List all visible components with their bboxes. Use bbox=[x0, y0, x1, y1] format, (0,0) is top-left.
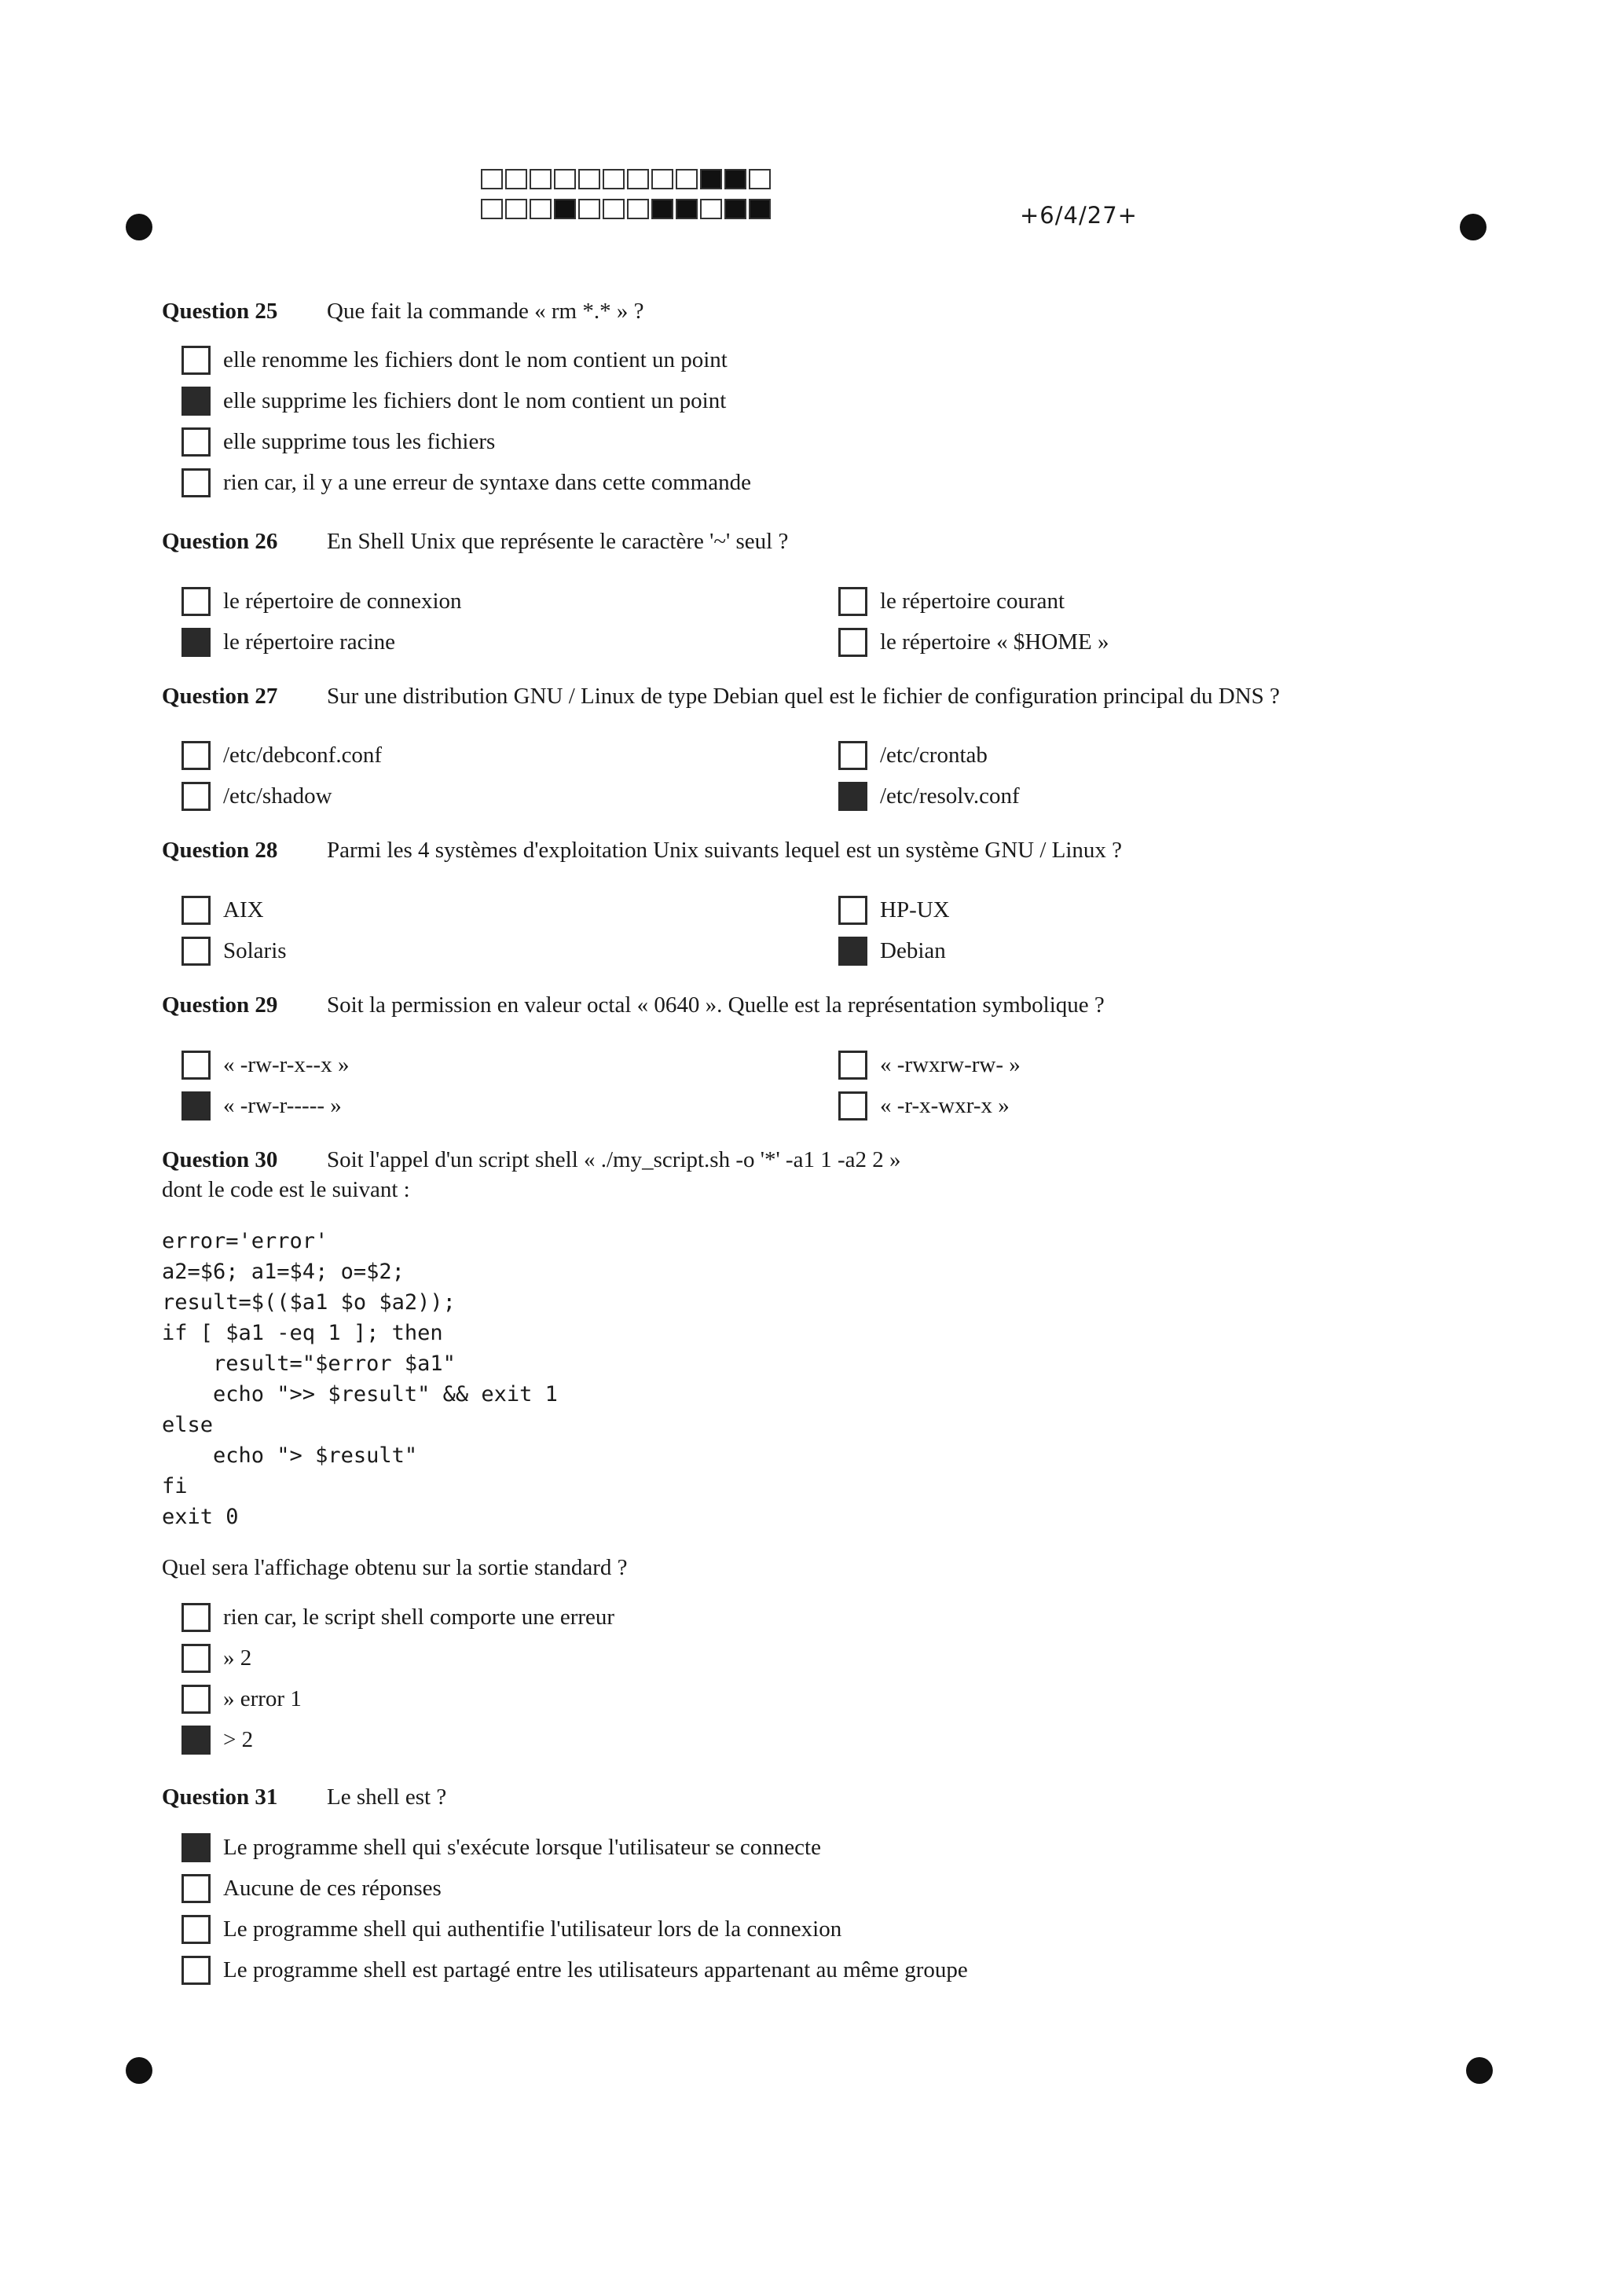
question-30 bbox=[162, 1147, 901, 1173]
checkbox-checked[interactable] bbox=[181, 628, 211, 657]
question-30-subquestion: Quel sera l'affichage obtenu sur la sortie standard ? bbox=[162, 1555, 628, 1580]
q27-option-4[interactable] bbox=[838, 782, 1020, 811]
checkbox[interactable] bbox=[181, 896, 211, 925]
q25-option-2[interactable] bbox=[181, 387, 726, 416]
checkbox[interactable] bbox=[181, 587, 211, 616]
shell-script-code: error='error' a2=$6; a1=$4; o=$2; result=$(($a1 $o $a2)); if [ $a1 -eq 1 ]; then result="$error $a1" echo ">> $result" && exit 1 else echo "> $result" fi exit 0 bbox=[162, 1229, 558, 1529]
id-cell-empty bbox=[603, 199, 625, 219]
question-prompt: En Shell Unix que représente le caractère '~' seul ? bbox=[327, 529, 789, 554]
question-label: Question 31 bbox=[162, 1784, 278, 1810]
option-text: > 2 bbox=[223, 1727, 254, 1752]
checkbox-checked[interactable] bbox=[838, 937, 867, 966]
question-prompt: Parmi les 4 systèmes d'exploitation Unix suivants lequel est un système GNU / Linux ? bbox=[327, 838, 1123, 863]
q26-option-4[interactable] bbox=[838, 628, 1109, 657]
q27-option-2[interactable] bbox=[838, 741, 988, 770]
q27-option-3[interactable] bbox=[181, 782, 332, 811]
checkbox[interactable] bbox=[181, 741, 211, 770]
q26-option-2[interactable] bbox=[838, 587, 1065, 616]
option-text: le répertoire « $HOME » bbox=[880, 629, 1109, 655]
question-29 bbox=[162, 992, 1105, 1018]
q28-option-2[interactable] bbox=[838, 896, 950, 925]
q25-option-1[interactable] bbox=[181, 346, 728, 375]
question-prompt: Soit l'appel d'un script shell « ./my_script.sh -o '*' -a1 1 -a2 2 » bbox=[327, 1147, 901, 1172]
question-26 bbox=[162, 529, 788, 555]
q31-option-1[interactable] bbox=[181, 1833, 821, 1862]
id-cell-empty bbox=[603, 169, 625, 189]
q25-option-4[interactable] bbox=[181, 468, 751, 497]
checkbox[interactable] bbox=[181, 1603, 211, 1632]
checkbox[interactable] bbox=[181, 468, 211, 497]
option-text: Aucune de ces réponses bbox=[223, 1876, 442, 1901]
question-prompt: Soit la permission en valeur octal « 0640 ». Quelle est la représentation symbolique ? bbox=[327, 992, 1105, 1018]
id-cell-empty bbox=[749, 169, 771, 189]
option-text: AIX bbox=[223, 897, 264, 922]
option-text: le répertoire de connexion bbox=[223, 589, 462, 614]
checkbox[interactable] bbox=[838, 741, 867, 770]
q28-option-4[interactable] bbox=[838, 937, 946, 966]
checkbox[interactable] bbox=[181, 1051, 211, 1080]
question-label: Question 28 bbox=[162, 838, 278, 863]
id-cell-empty bbox=[505, 199, 527, 219]
option-text: rien car, le script shell comporte une erreur bbox=[223, 1605, 615, 1630]
q31-option-3[interactable] bbox=[181, 1915, 841, 1944]
option-text: /etc/resolv.conf bbox=[880, 783, 1020, 809]
option-text: /etc/debconf.conf bbox=[223, 743, 383, 768]
id-cell-empty bbox=[700, 199, 722, 219]
option-text: Solaris bbox=[223, 938, 287, 963]
option-text: elle supprime les fichiers dont le nom contient un point bbox=[223, 388, 727, 413]
q30-option-2[interactable] bbox=[181, 1644, 251, 1673]
option-text: « -r-x-wxr-x » bbox=[880, 1093, 1010, 1118]
id-cell-filled bbox=[724, 169, 746, 189]
page-id-row-2 bbox=[481, 199, 773, 219]
id-cell-empty bbox=[627, 199, 649, 219]
id-cell-empty bbox=[481, 169, 503, 189]
option-text: Le programme shell qui s'exécute lorsque l'utilisateur se connecte bbox=[223, 1835, 821, 1860]
option-text: » error 1 bbox=[223, 1686, 302, 1711]
q30-option-4[interactable] bbox=[181, 1726, 253, 1755]
id-cell-empty bbox=[651, 169, 673, 189]
q28-option-3[interactable] bbox=[181, 937, 287, 966]
checkbox[interactable] bbox=[838, 1091, 867, 1120]
option-text: Le programme shell est partagé entre les utilisateurs appartenant au même groupe bbox=[223, 1957, 968, 1982]
q26-option-1[interactable] bbox=[181, 587, 462, 616]
checkbox[interactable] bbox=[181, 1874, 211, 1903]
option-text: « -rw-r-x--x » bbox=[223, 1052, 350, 1077]
q29-option-3[interactable] bbox=[181, 1091, 342, 1120]
option-text: elle renomme les fichiers dont le nom contient un point bbox=[223, 347, 728, 372]
option-text: elle supprime tous les fichiers bbox=[223, 429, 496, 454]
question-28 bbox=[162, 838, 1122, 864]
checkbox[interactable] bbox=[838, 896, 867, 925]
q26-option-3[interactable] bbox=[181, 628, 395, 657]
option-text: le répertoire courant bbox=[880, 589, 1065, 614]
question-27 bbox=[162, 684, 1280, 710]
q30-option-3[interactable] bbox=[181, 1685, 302, 1714]
q27-option-1[interactable] bbox=[181, 741, 382, 770]
q31-option-4[interactable] bbox=[181, 1956, 968, 1985]
checkbox[interactable] bbox=[181, 1685, 211, 1714]
checkbox[interactable] bbox=[181, 937, 211, 966]
checkbox-checked[interactable] bbox=[181, 1091, 211, 1120]
question-label: Question 29 bbox=[162, 992, 278, 1018]
page-number: +6/4/27+ bbox=[1020, 202, 1138, 229]
option-text: Le programme shell qui authentifie l'utilisateur lors de la connexion bbox=[223, 1916, 842, 1942]
page-id-row-1 bbox=[481, 169, 773, 189]
question-25 bbox=[162, 299, 643, 325]
checkbox-checked[interactable] bbox=[181, 1726, 211, 1755]
question-prompt: Que fait la commande « rm *.* » ? bbox=[327, 299, 644, 324]
checkbox[interactable] bbox=[181, 1915, 211, 1944]
question-prompt: Le shell est ? bbox=[327, 1784, 447, 1810]
q29-option-1[interactable] bbox=[181, 1051, 349, 1080]
option-text: « -rwxrw-rw- » bbox=[880, 1052, 1021, 1077]
option-text: /etc/shadow bbox=[223, 783, 332, 809]
checkbox[interactable] bbox=[181, 782, 211, 811]
registration-mark-bottom-left bbox=[126, 2057, 152, 2084]
registration-mark-bottom-right bbox=[1466, 2057, 1493, 2084]
registration-mark-top-left bbox=[126, 214, 152, 240]
id-cell-empty bbox=[530, 169, 552, 189]
id-cell-empty bbox=[676, 169, 698, 189]
question-prompt: Sur une distribution GNU / Linux de type Debian quel est le fichier de configuration principal du DNS ? bbox=[327, 684, 1280, 709]
id-cell-empty bbox=[578, 169, 600, 189]
page-id-code-2 bbox=[481, 199, 773, 219]
checkbox[interactable] bbox=[181, 1956, 211, 1985]
q28-option-1[interactable] bbox=[181, 896, 264, 925]
q29-option-4[interactable] bbox=[838, 1091, 1010, 1120]
option-text: le répertoire racine bbox=[223, 629, 395, 655]
option-text: » 2 bbox=[223, 1645, 252, 1671]
question-30-prompt-continued: dont le code est le suivant : bbox=[162, 1177, 410, 1202]
q31-option-2[interactable] bbox=[181, 1874, 442, 1903]
id-cell-empty bbox=[578, 199, 600, 219]
id-cell-empty bbox=[554, 169, 576, 189]
id-cell-filled bbox=[554, 199, 576, 219]
option-text: HP-UX bbox=[880, 897, 950, 922]
question-label: Question 25 bbox=[162, 299, 278, 324]
question-label: Question 30 bbox=[162, 1147, 278, 1172]
id-cell-filled bbox=[676, 199, 698, 219]
id-cell-empty bbox=[530, 199, 552, 219]
option-text: /etc/crontab bbox=[880, 743, 988, 768]
id-cell-empty bbox=[505, 169, 527, 189]
checkbox-checked[interactable] bbox=[181, 1833, 211, 1862]
option-text: « -rw-r----- » bbox=[223, 1093, 342, 1118]
id-cell-filled bbox=[651, 199, 673, 219]
question-label: Question 26 bbox=[162, 529, 278, 554]
page-id-code bbox=[481, 169, 773, 189]
q25-option-3[interactable] bbox=[181, 427, 495, 457]
q29-option-2[interactable] bbox=[838, 1051, 1021, 1080]
checkbox[interactable] bbox=[838, 1051, 867, 1080]
checkbox[interactable] bbox=[838, 587, 867, 616]
checkbox-checked[interactable] bbox=[838, 782, 867, 811]
q30-option-1[interactable] bbox=[181, 1603, 614, 1632]
id-cell-filled bbox=[724, 199, 746, 219]
checkbox[interactable] bbox=[838, 628, 867, 657]
checkbox[interactable] bbox=[181, 1644, 211, 1673]
id-cell-filled bbox=[700, 169, 722, 189]
checkbox-checked[interactable] bbox=[181, 387, 211, 416]
option-text: rien car, il y a une erreur de syntaxe dans cette commande bbox=[223, 470, 751, 495]
id-cell-empty bbox=[627, 169, 649, 189]
option-text: Debian bbox=[880, 938, 946, 963]
question-31 bbox=[162, 1784, 446, 1810]
id-cell-filled bbox=[749, 199, 771, 219]
registration-mark-top-right bbox=[1460, 214, 1487, 240]
checkbox[interactable] bbox=[181, 427, 211, 457]
question-label: Question 27 bbox=[162, 684, 278, 709]
checkbox[interactable] bbox=[181, 346, 211, 375]
id-cell-empty bbox=[481, 199, 503, 219]
